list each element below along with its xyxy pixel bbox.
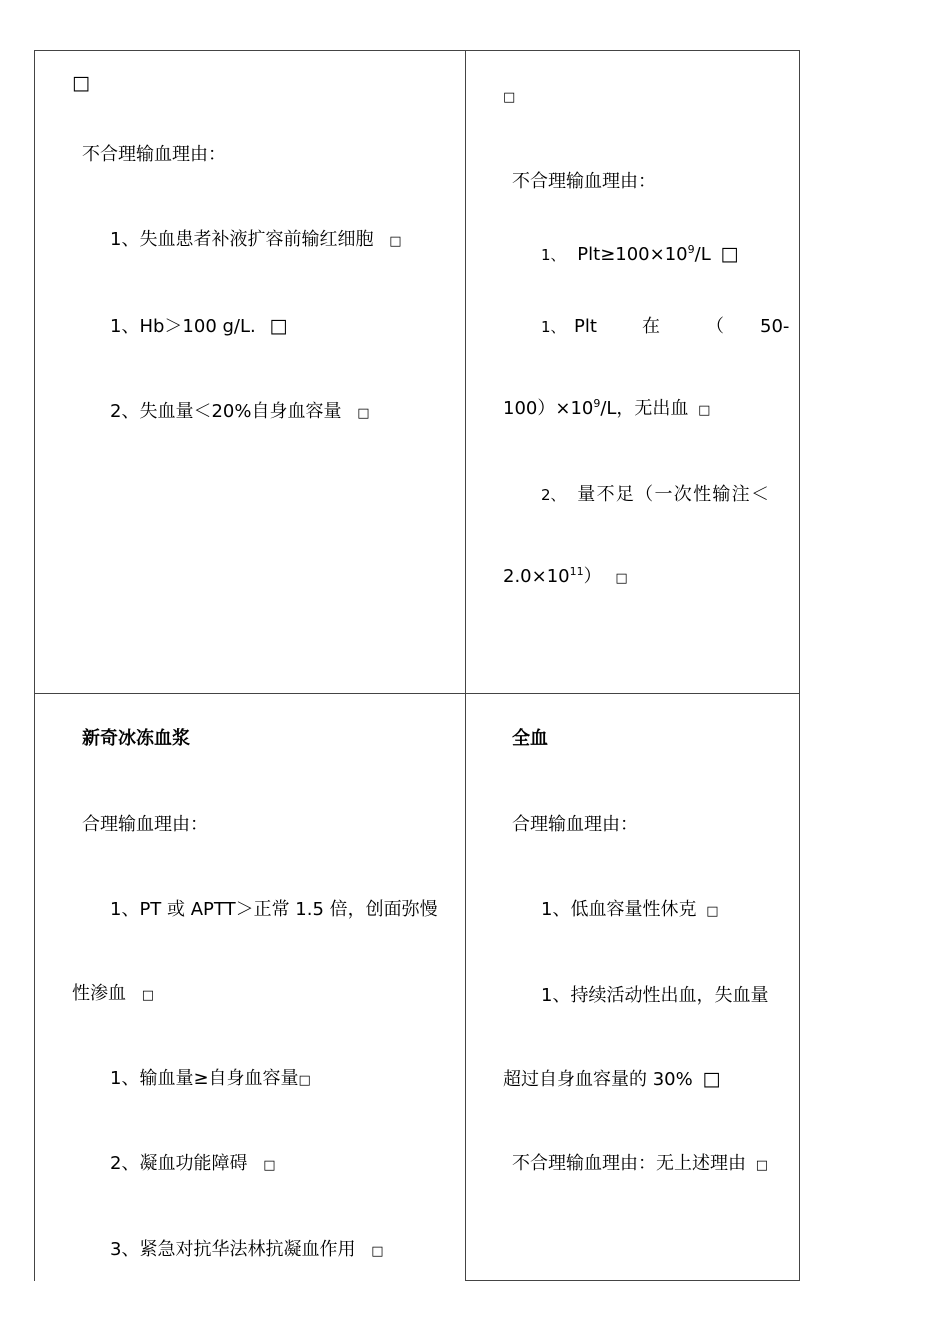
item-number: 1、 bbox=[541, 246, 566, 264]
table-border-top bbox=[34, 50, 800, 51]
item-text: 3、紧急对抗华法林抗凝血作用 bbox=[110, 1239, 356, 1260]
checkbox[interactable]: □ bbox=[141, 988, 155, 1003]
item-text: 2、失血量＜20%自身血容量 bbox=[110, 401, 342, 422]
item-text: 1、低血容量性休克 bbox=[541, 899, 697, 920]
item-text-continued: $100)\times 10^9/L$，无出血 □ bbox=[503, 397, 711, 419]
list-item bbox=[541, 901, 718, 919]
item-text: 1、持续活动性出血，失血量 bbox=[541, 985, 769, 1006]
checkbox[interactable]: □ bbox=[720, 243, 739, 265]
checkbox[interactable]: □ bbox=[357, 406, 370, 421]
item-line bbox=[541, 486, 770, 504]
item-text: 50- bbox=[760, 316, 790, 337]
checkbox[interactable]: □ bbox=[269, 315, 288, 337]
item-text: 1、PT 或 APTT＞正常 1.5 倍，创面弥慢 bbox=[110, 899, 438, 920]
item-text: 1、输血量≥自身血容量 bbox=[110, 1068, 299, 1089]
item-text: 在 bbox=[642, 316, 660, 337]
item-text-continued: 超过自身血容量的 30% □ bbox=[503, 1068, 721, 1090]
unreasonable-line bbox=[512, 1155, 768, 1173]
checkbox[interactable]: □ bbox=[698, 403, 711, 418]
list-item bbox=[110, 1155, 275, 1173]
item-text: 1、Hb＞100 g/L. bbox=[110, 316, 256, 337]
checkbox[interactable]: □ bbox=[706, 904, 719, 919]
list-item bbox=[110, 317, 287, 336]
list-item bbox=[541, 245, 738, 264]
section-title: 新奇冰冻血浆 bbox=[82, 728, 190, 749]
checkbox[interactable]: □ bbox=[263, 1158, 276, 1173]
reasonable-heading: 合理输血理由： bbox=[512, 814, 638, 835]
table-row-divider bbox=[34, 693, 800, 694]
table-border-left bbox=[34, 50, 35, 1281]
checkbox[interactable]: □ bbox=[389, 234, 402, 249]
section-title: 全血 bbox=[512, 728, 548, 749]
item-text-continued: 性渗血 □ bbox=[72, 983, 155, 1004]
list-item bbox=[110, 403, 370, 421]
item-text: Plt bbox=[574, 316, 597, 337]
checkbox[interactable]: □ bbox=[755, 1158, 769, 1173]
item-text: （ bbox=[706, 316, 724, 337]
item-text: 量不足（一次性输注＜ bbox=[577, 484, 771, 505]
unreasonable-text: 不合理输血理由：无上述理由 bbox=[512, 1153, 746, 1174]
reasonable-heading: 合理输血理由： bbox=[82, 814, 208, 835]
checkbox[interactable]: □ bbox=[503, 90, 516, 105]
unreasonable-heading: 不合理输血理由： bbox=[512, 171, 656, 192]
item-text: $Plt\ge 100\times 10^9/L$ bbox=[577, 243, 711, 265]
checkbox[interactable]: □ bbox=[298, 1073, 311, 1088]
item-number: 2、 bbox=[541, 486, 566, 504]
checkbox[interactable]: □ bbox=[371, 1244, 384, 1259]
list-item bbox=[110, 1070, 311, 1088]
item-text-continued: $2.0\times 10^{11}$） □ bbox=[503, 565, 628, 587]
checkbox[interactable]: □ bbox=[72, 72, 90, 94]
item-text: 2、凝血功能障碍 bbox=[110, 1153, 248, 1174]
list-item bbox=[110, 1241, 383, 1259]
list-item bbox=[110, 231, 401, 249]
table-border-right bbox=[799, 50, 800, 1281]
table-column-divider bbox=[465, 50, 466, 1281]
checkbox[interactable]: □ bbox=[615, 571, 628, 586]
table-border-bottom-right bbox=[465, 1280, 800, 1281]
item-number: 1、 bbox=[541, 318, 566, 336]
unreasonable-heading: 不合理输血理由： bbox=[82, 144, 226, 165]
checkbox[interactable]: □ bbox=[702, 1068, 721, 1090]
item-text: 1、失血患者补液扩容前输红细胞 bbox=[110, 229, 374, 250]
